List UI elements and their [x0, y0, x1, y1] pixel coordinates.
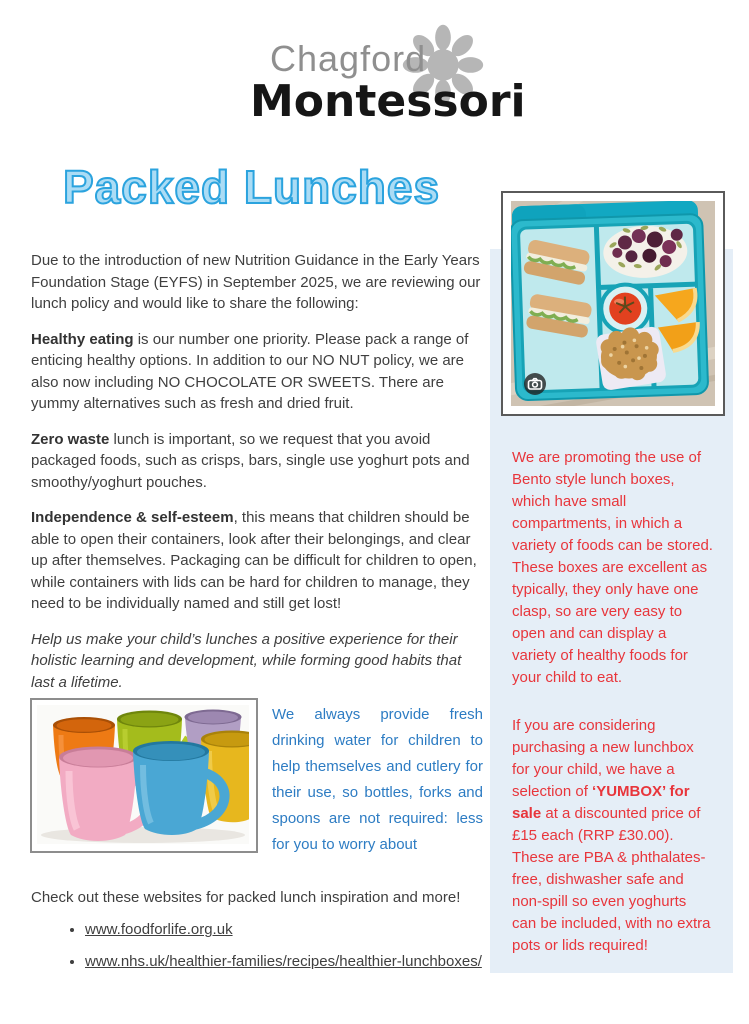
zero-waste-lead: Zero waste	[31, 430, 110, 448]
water-note: We always provide fresh drinking water for children to help themselves and cutlery for their use, so bottles, forks and spoons are not required: less for you to worry about	[272, 706, 483, 853]
list-item	[85, 916, 501, 943]
mugs-photo-frame	[30, 698, 258, 853]
healthy-eating-lead: Healthy eating	[31, 330, 134, 348]
camera-lens-icon	[524, 373, 546, 395]
yumbox-sale-paragraph	[512, 715, 713, 957]
websites-list	[31, 916, 501, 975]
yumbox-text-post: at a discounted price of £15 each (RRP £30.00). These are PBA & phthalates-free, dishwasher safe and non-spill so even yoghurts can be included, with no extra pots or lids required!	[512, 805, 711, 954]
intro-paragraph: Due to the introduction of new Nutrition Guidance in the Early Years Foundation Stage (EYFS) in September 2025, we are reviewing our lunch policy and would like to share the following:	[31, 252, 481, 312]
body-text-column	[31, 250, 483, 707]
link-nhs-healthier-lunchboxes[interactable]: www.nhs.uk/healthier-families/recipes/healthier-lunchboxes/	[85, 953, 482, 970]
italic-note: Help us make your child’s lunches a positive experience for their holistic learning and development, while forming good habits that last a lifetime.	[31, 630, 462, 691]
school-logo	[248, 14, 526, 130]
bento-promo-paragraph: We are promoting the use of Bento style lunch boxes, which have small compartments, in which a variety of foods can be stored. These boxes are excellent as typically, they only have one clasp, so are very easy to open and can display a variety of healthy foods for your child to eat.	[512, 449, 713, 686]
independence-lead: Independence & self-esteem	[31, 509, 234, 526]
list-item	[85, 948, 501, 975]
logo-text-montessori: Montessori	[250, 76, 526, 127]
bento-photo-frame	[501, 191, 725, 416]
websites-section	[31, 886, 501, 980]
zero-waste-paragraph	[31, 429, 483, 494]
page-title: Packed Lunches	[63, 161, 441, 213]
mugs-photo	[37, 705, 249, 844]
independence-text: , this means that children should be able to open their containers, look after their belongings, and clear up after themselves. Packaging can be difficult for children to open, while containers with lids can be hard for children to manage, they need to be individually named and still get lost!	[31, 509, 477, 612]
bento-lunchbox-photo	[511, 201, 715, 406]
healthy-eating-paragraph	[31, 329, 483, 415]
healthy-eating-text: is our number one priority. Please pack a range of enticing healthy options. In addition to our NO NUT policy, we are also now including NO CHOCOLATE OR SWEETS. There are yummy alternatives such as fresh and dried fruit.	[31, 330, 469, 412]
yumbox-bold: ‘YUMBOX’ for sale	[512, 783, 690, 822]
link-foodforlife[interactable]: www.foodforlife.org.uk	[85, 921, 233, 938]
logo-text-chagford: Chagford	[270, 38, 427, 79]
zero-waste-text: lunch is important, so we request that you avoid packaged foods, such as crisps, bars, single use yoghurt pots and smoothy/yoghurt pouches.	[31, 430, 470, 491]
yumbox-text-pre: If you are considering purchasing a new lunchbox for your child, we have a selection of	[512, 717, 694, 800]
independence-paragraph	[31, 507, 483, 615]
websites-heading: Check out these websites for packed lunch inspiration and more!	[31, 889, 461, 906]
